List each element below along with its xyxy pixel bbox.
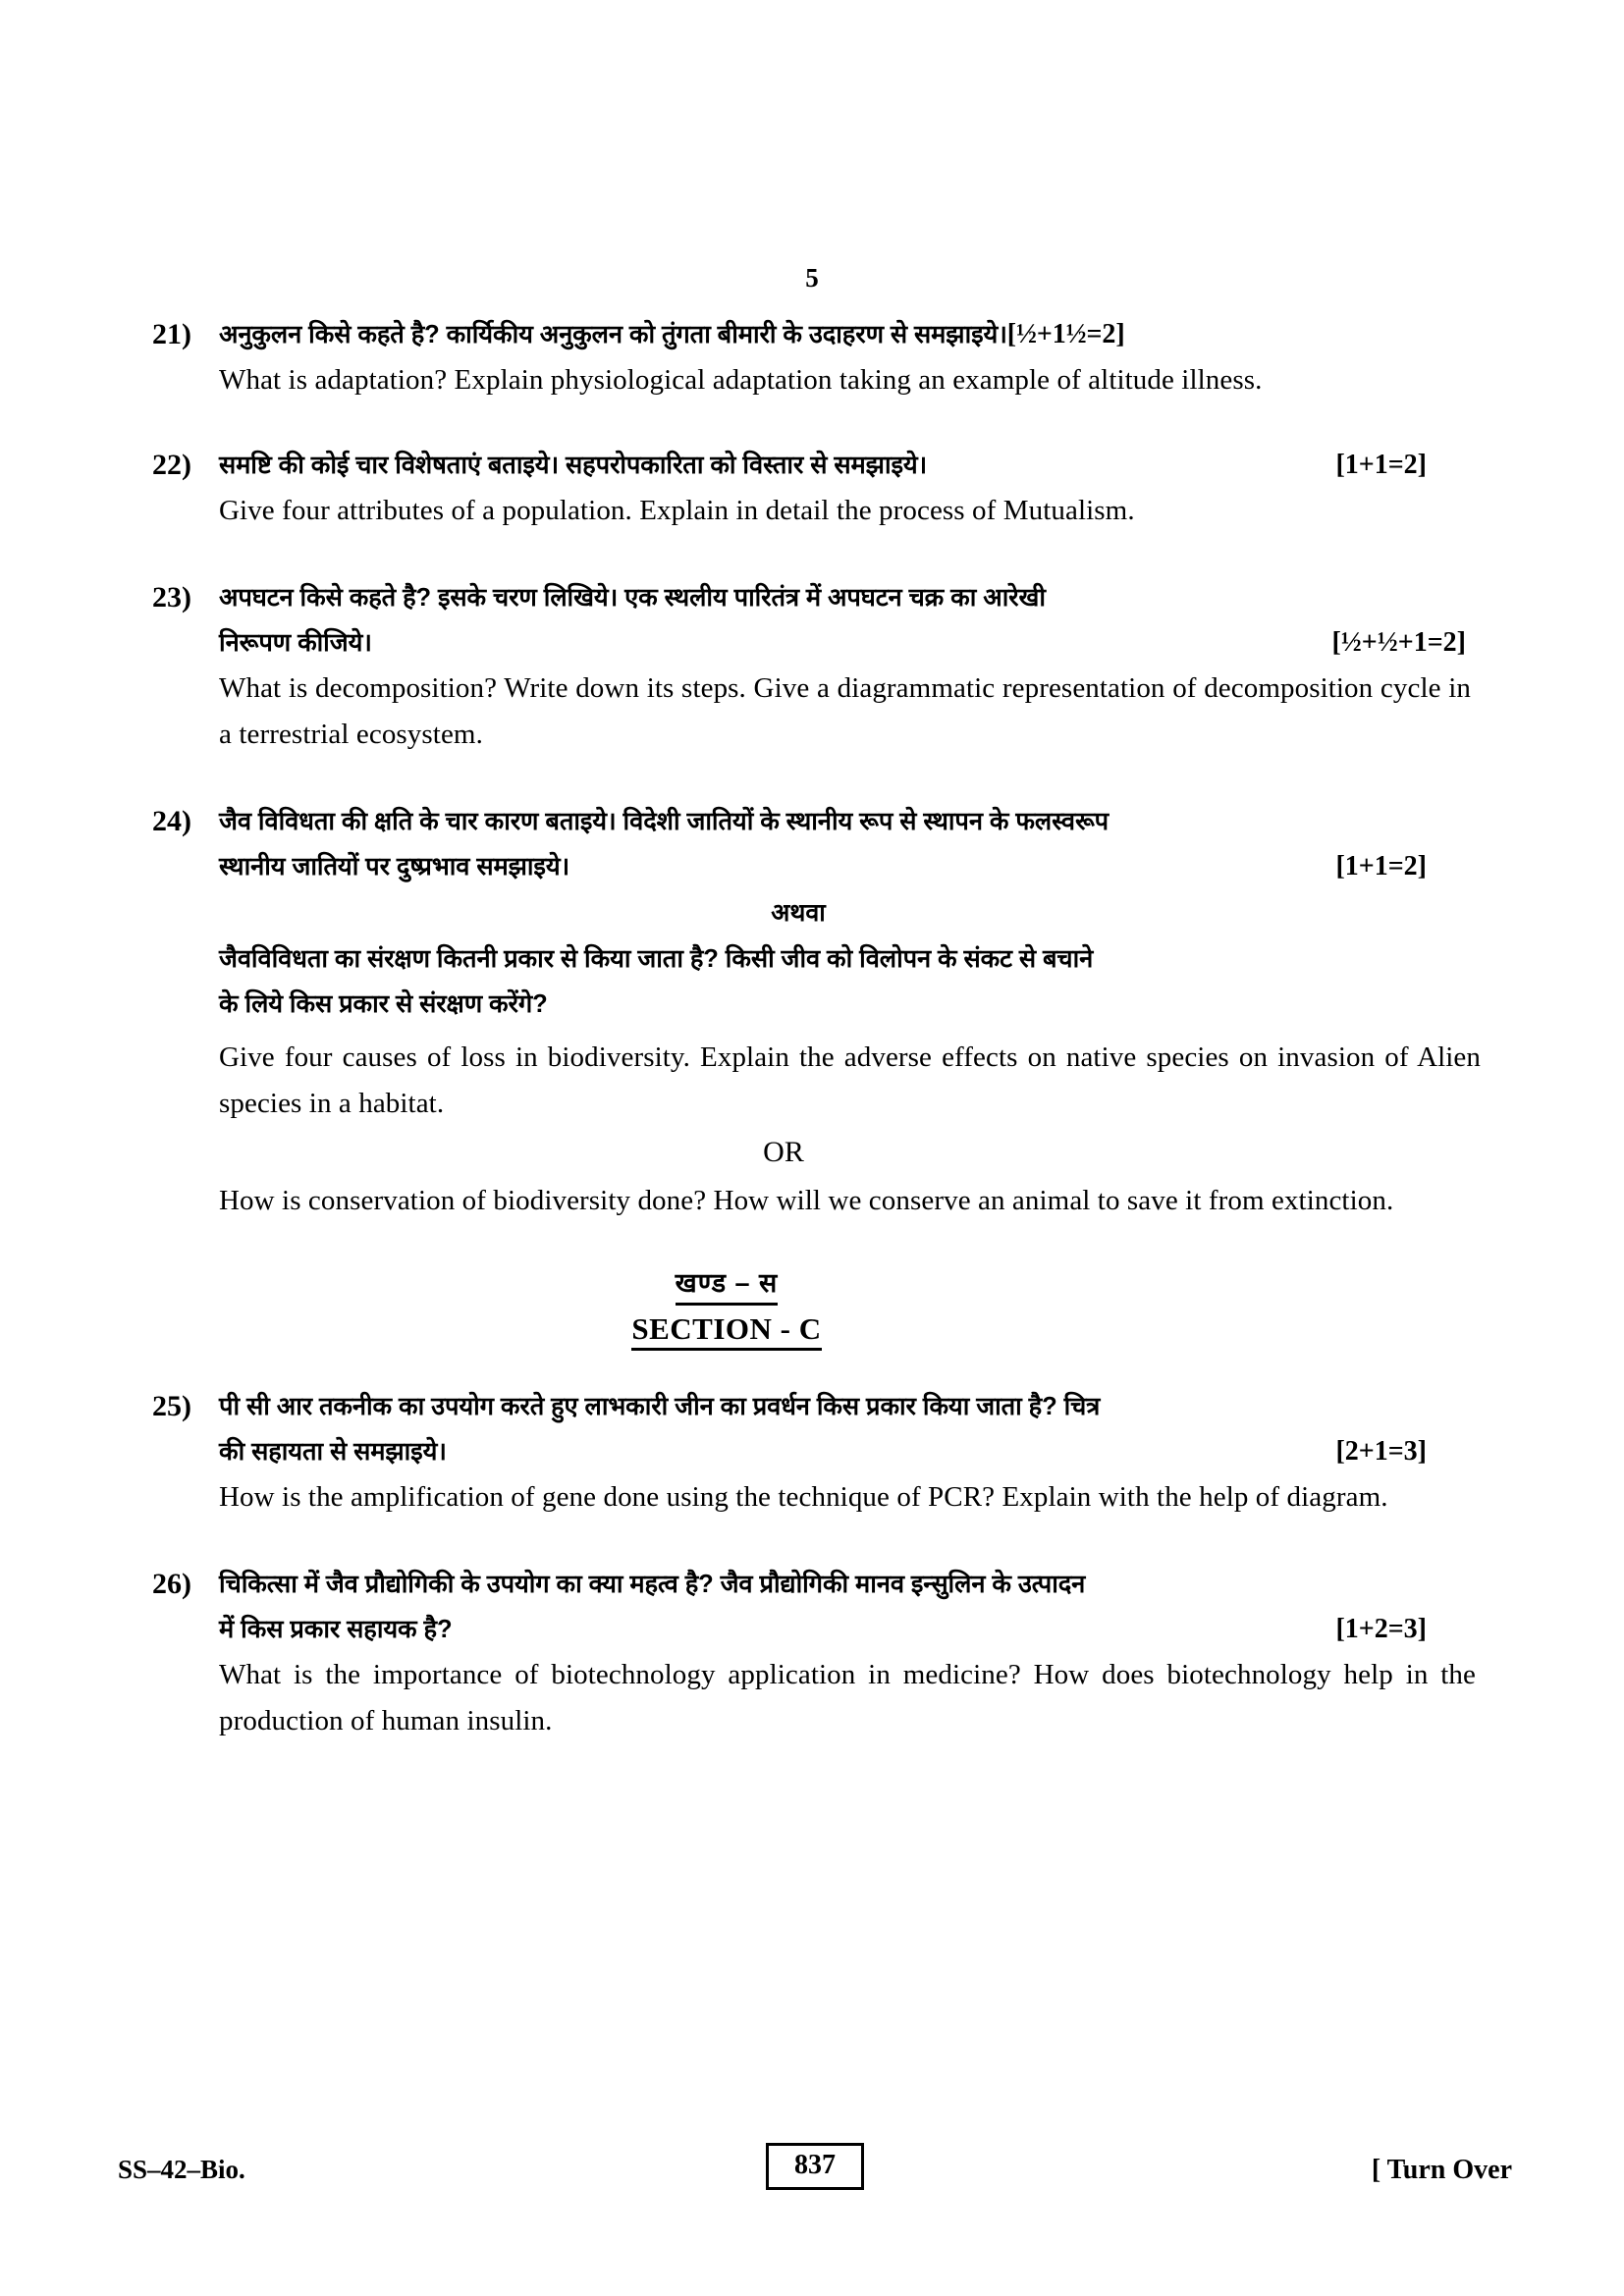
questions-container: [152, 312, 1483, 1744]
question-23-hindi-line-2: निरूपण कीजिये।: [219, 629, 372, 657]
question-24-english-alt: How is conservation of biodiversity done? How will we conserve an animal to save it from extinction.: [219, 1185, 1394, 1216]
question-24-english: Give four causes of loss in biodiversity. Explain the adverse effects on native species on invasion of Alien species in a habitat.: [219, 1041, 1481, 1119]
question-21-marks: [½+1½=2]: [1006, 319, 1125, 349]
question-25-hindi-line-1: पी सी आर तकनीक का उपयोग करते हुए लाभकारी जीन का प्रवर्धन किस प्रकार किया जाता है? चित्र: [219, 1393, 1101, 1420]
question-22-english: Give four attributes of a population. Explain in detail the process of Mutualism.: [219, 495, 1135, 526]
page-footer: [118, 2143, 1512, 2202]
section-c-heading-hindi-wrap: [152, 1263, 1301, 1306]
section-c-heading: [152, 1263, 1301, 1351]
question-24-hindi-or-label: अथवा: [771, 899, 826, 927]
question-24: [152, 799, 1483, 1224]
booklet-code-wrap: [118, 2143, 1512, 2190]
turn-over-label: [ Turn Over: [1371, 2155, 1512, 2185]
question-24-marks: [1+1=2]: [1335, 851, 1427, 881]
question-26-number: 26): [152, 1568, 191, 1600]
question-21-hindi-line-1: [219, 312, 1483, 357]
question-25-english: How is the amplification of gene done using the technique of PCR? Explain with the help of diagram.: [219, 1481, 1388, 1513]
section-c-heading-hindi: खण्ड – स: [676, 1263, 779, 1306]
question-22: [152, 443, 1483, 534]
question-23-marks: [½+½+1=2]: [1331, 627, 1466, 658]
question-22-hindi-row: [219, 443, 1427, 488]
question-24-hindi-alt-line-2: के लिये किस प्रकार से संरक्षण करेंगे?: [219, 990, 548, 1018]
question-24-hindi-line-2: स्थानीय जातियों पर दुष्प्रभाव समझाइये।: [219, 853, 570, 881]
question-24-number: 24): [152, 805, 191, 837]
question-24-hindi-line-1: जैव विविधता की क्षति के चार कारण बताइये। विदेशी जातियों के स्थानीय रूप से स्थापन के फलस्वरूप: [219, 808, 1110, 835]
question-21-hindi-text: अनुकुलन किसे कहते है? कार्यिकीय अनुकुलन को तुंगता बीमारी के उदाहरण से समझाइये।: [219, 321, 1007, 348]
question-26-hindi-line-1: चिकित्सा में जैव प्रौद्योगिकी के उपयोग का क्या महत्व है? जैव प्रौद्योगिकी मानव इन्सुलिन के उत्पादन: [219, 1571, 1086, 1598]
paper-code: SS–42–Bio.: [118, 2155, 245, 2184]
question-24-hindi-row-2: [219, 844, 1427, 889]
question-26-marks: [1+2=3]: [1335, 1614, 1427, 1644]
section-c-heading-english: SECTION - C: [631, 1311, 821, 1351]
question-25: [152, 1384, 1483, 1521]
question-21-english: What is adaptation? Explain physiological adaptation taking an example of altitude illness.: [219, 364, 1263, 396]
question-22-number: 22): [152, 449, 191, 481]
question-25-hindi-row-2: [219, 1429, 1427, 1474]
question-25-marks: [2+1=3]: [1335, 1436, 1427, 1467]
question-23-hindi-row-2: [219, 620, 1466, 666]
question-26-hindi-row-2: [219, 1607, 1427, 1652]
question-26-english: What is the importance of biotechnology application in medicine? How does biotechnology help in the production of human insulin.: [219, 1659, 1476, 1736]
question-22-marks: [1+1=2]: [1335, 450, 1427, 480]
question-23-english: What is decomposition? Write down its steps. Give a diagrammatic representation of decomposition cycle in a terrestrial ecosystem.: [219, 672, 1471, 750]
question-26-hindi-line-2: में किस प्रकार सहायक है?: [219, 1616, 453, 1643]
question-23: [152, 575, 1483, 758]
question-24-hindi-alt-line-1: जैवविविधता का संरक्षण कितनी प्रकार से किया जाता है? किसी जीव को विलोपन के संकट से बचाने: [219, 945, 1094, 973]
question-26: [152, 1562, 1483, 1744]
question-23-hindi-line-1: अपघटन किसे कहते है? इसके चरण लिखिये। एक स्थलीय पारितंत्र में अपघटन चक्र का आरेखी: [219, 584, 1046, 612]
question-22-hindi-text: समष्टि की कोई चार विशेषताएं बताइये। सहपरोपकारिता को विस्तार से समझाइये।: [219, 452, 928, 479]
question-23-number: 23): [152, 581, 191, 614]
question-24-english-or-label: OR: [763, 1136, 804, 1168]
question-25-hindi-line-2: की सहायता से समझाइये।: [219, 1438, 447, 1466]
booklet-code: 837: [766, 2143, 864, 2190]
question-21: [152, 312, 1483, 403]
section-c-heading-english-wrap: [152, 1306, 1301, 1351]
question-25-number: 25): [152, 1390, 191, 1422]
page-number: 5: [805, 263, 819, 293]
question-21-number: 21): [152, 318, 191, 350]
